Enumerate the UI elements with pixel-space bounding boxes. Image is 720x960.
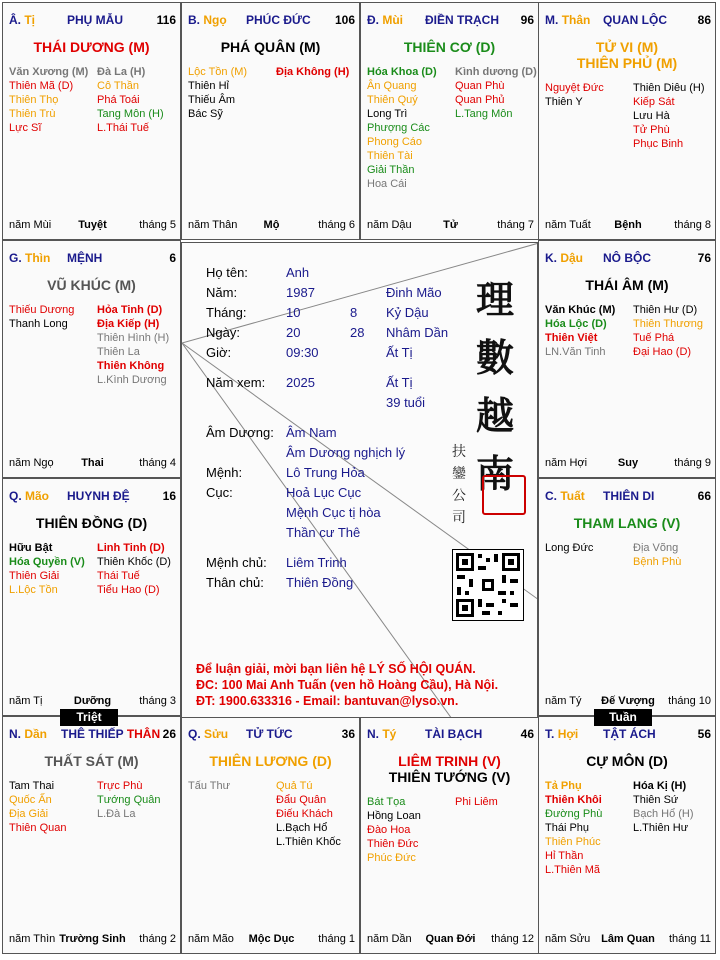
palace-name: ĐIỀN TRẠCH [425, 13, 499, 27]
minor-star: Thiên Diêu (H) [633, 82, 705, 94]
palace-position: B. Ngọ [188, 13, 227, 27]
month-label: tháng 2 [139, 933, 176, 945]
month-label: tháng 9 [674, 457, 711, 469]
minor-star: Ân Quang [367, 80, 417, 92]
palace-header [545, 727, 711, 741]
minor-star: Đà La (H) [97, 66, 146, 78]
palace-header [367, 727, 534, 741]
main-star: THẤT SÁT (M) [44, 753, 139, 769]
palace-position: K. Dậu [545, 251, 584, 265]
minor-star: Lưu Hà [633, 110, 670, 122]
palace-footer [545, 695, 711, 709]
side-char: 鑾 [452, 466, 466, 482]
menh-chu-value: Liêm Trinh [286, 555, 347, 570]
palace-number: 36 [341, 727, 355, 741]
minor-star: L.Thái Tuế [97, 122, 149, 134]
horoscope-grid [2, 2, 717, 956]
minor-star: Địa Võng [633, 542, 679, 554]
view-year-value: 2025 [286, 375, 315, 390]
year-label: Năm: [206, 285, 238, 300]
calligraphy-logo [470, 271, 520, 503]
palace-name: TÀI BẠCH [425, 727, 483, 741]
left-stars [9, 65, 88, 135]
menh-chu-label: Mệnh chủ: [206, 555, 267, 570]
main-star: TỬ VI (M) [595, 39, 659, 55]
palace-number: 116 [156, 13, 176, 27]
month-label: tháng 6 [318, 219, 355, 231]
palace-number: 6 [169, 251, 176, 265]
minor-star: Thiên Quan [9, 822, 67, 834]
minor-star: L.Bạch Hổ [276, 822, 328, 834]
right-stars [276, 779, 341, 849]
right-stars [97, 541, 171, 597]
minor-star: Tử Phù [633, 124, 670, 136]
month-label: tháng 12 [491, 933, 534, 945]
year-label: năm Ngọ [9, 457, 54, 469]
palace-position: Q. Mão [9, 489, 50, 503]
palace-mui[interactable] [360, 2, 539, 240]
center-panel [181, 242, 538, 718]
hour-canchi: Ất Tị [386, 345, 413, 360]
minor-star: Hoa Cái [367, 178, 407, 190]
life-stage: Quan Đới [425, 933, 476, 945]
minor-star: Quan Phù [455, 80, 505, 92]
minor-star: Thiên Giải [9, 570, 60, 582]
contact-line-1: Để luận giải, mời bạn liên hệ LÝ SỐ HỘI QUÁN. [196, 662, 476, 676]
month-label: tháng 1 [318, 933, 355, 945]
main-star: LIÊM TRINH (V) [398, 753, 501, 769]
palace-header [545, 251, 711, 265]
palace-ty[interactable] [2, 2, 181, 240]
calligraphy-char: 南 [475, 451, 514, 496]
minor-star: Phá Toái [97, 94, 140, 106]
left-stars [188, 65, 247, 121]
palace-number: 76 [697, 251, 711, 265]
minor-star: Hỉ Thần [545, 850, 584, 862]
minor-star: Hóa Kị (H) [633, 780, 687, 792]
minor-star: Bát Tọa [367, 796, 406, 808]
year-label: năm Tý [545, 695, 582, 707]
life-stage: Bệnh [614, 219, 642, 231]
month-solar: 10 [286, 305, 301, 320]
palace-number: 16 [162, 489, 176, 503]
minor-star: Đào Hoa [367, 824, 411, 836]
side-characters [450, 441, 468, 529]
minor-star: Thái Phụ [545, 822, 590, 834]
right-stars [633, 779, 694, 835]
tuan-tag: Tuần [594, 709, 652, 726]
year-label: năm Tuất [545, 219, 591, 231]
palace-position: G. Thìn [9, 251, 51, 265]
minor-star: Phượng Các [367, 122, 430, 134]
calligraphy-char: 越 [475, 393, 514, 438]
life-stage: Đế Vượng [601, 695, 655, 707]
life-stage: Thai [81, 457, 104, 469]
palace-dau[interactable] [538, 240, 716, 478]
than-position: Thần cư Thê [286, 525, 361, 540]
minor-star: Quả Tú [276, 780, 313, 792]
side-char: 公 [452, 488, 466, 504]
palace-header [9, 727, 176, 741]
palace-name: THIÊN DI [603, 489, 655, 503]
year-label: năm Dần [367, 933, 412, 945]
palace-position: Q. Sửu [188, 727, 229, 741]
minor-star: Kình dương (D) [455, 66, 537, 78]
minor-star: Thiên Mã (D) [9, 80, 74, 92]
minor-star: Hóa Khoa (D) [367, 66, 437, 78]
minor-star: Tả Phụ [545, 780, 582, 792]
minor-star: LN.Văn Tinh [545, 346, 606, 358]
left-stars [188, 779, 230, 793]
palace-header [367, 13, 534, 27]
day-label: Ngày: [206, 325, 240, 340]
red-seal-icon [482, 475, 526, 515]
palace-name: TỬ TỨC [246, 727, 293, 741]
main-star: THÁI ÂM (M) [585, 277, 669, 293]
left-stars [545, 303, 615, 359]
minor-star: Thiên Hình (H) [97, 332, 170, 344]
main-star: THIÊN CƠ (D) [403, 39, 496, 55]
view-year-canchi: Ất Tị [386, 375, 413, 390]
left-stars [9, 779, 66, 835]
life-stage: Lâm Quan [601, 933, 655, 945]
minor-star: Thiên Khốc (D) [97, 556, 171, 568]
palace-position: M. Thân [545, 13, 591, 27]
name-label: Họ tên: [206, 265, 248, 280]
palace-footer [188, 219, 355, 233]
minor-star: L.Kình Dương [97, 374, 167, 386]
palace-name: TẬT ÁCH [603, 727, 656, 741]
minor-star: Thiên Y [545, 96, 583, 108]
palace-footer [367, 933, 534, 947]
palace-footer [545, 933, 711, 947]
minor-star: L.Thiên Mã [545, 864, 601, 876]
left-stars [545, 779, 602, 877]
main-star: PHÁ QUÂN (M) [220, 39, 321, 55]
age-value: 39 tuổi [386, 395, 426, 410]
minor-star: Thiếu Âm [188, 94, 236, 106]
year-label: năm Thìn [9, 933, 56, 945]
left-stars [545, 81, 604, 109]
life-stage: Mộ [263, 219, 280, 231]
palace-header [188, 727, 355, 741]
minor-star: Thiên Sứ [633, 794, 679, 806]
minor-star: Thiên La [97, 346, 140, 358]
triet-tag: Triệt [60, 709, 118, 726]
minor-star: Địa Giải [9, 808, 49, 820]
right-stars [633, 541, 681, 569]
life-stage: Tuyệt [78, 219, 107, 231]
palace-header [9, 251, 176, 265]
palace-header [545, 489, 711, 503]
life-stage: Suy [617, 457, 639, 469]
amduong-value: Âm Nam [286, 425, 337, 440]
day-lunar: 28 [350, 325, 365, 340]
main-star: THIÊN TƯỚNG (V) [388, 769, 511, 785]
calligraphy-char: 數 [475, 335, 514, 380]
palace-than[interactable] [538, 2, 716, 240]
palace-number: 86 [697, 13, 711, 27]
palace-name: THÊ THIẾP THÂN [61, 727, 161, 741]
palace-tuat[interactable] [538, 478, 716, 716]
palace-footer [367, 219, 534, 233]
minor-star: Bệnh Phù [633, 556, 682, 568]
palace-position: N. Tý [367, 727, 397, 741]
palace-header [9, 489, 176, 503]
month-label: Tháng: [206, 305, 247, 320]
palace-footer [9, 219, 176, 233]
main-star: THAM LANG (V) [573, 515, 681, 531]
minor-star: Điếu Khách [276, 808, 333, 820]
left-stars [9, 541, 85, 597]
palace-number: 96 [520, 13, 534, 27]
main-star: THÁI DƯƠNG (M) [33, 39, 150, 55]
hour-label: Giờ: [206, 345, 232, 360]
palace-footer [9, 933, 176, 947]
palace-name: PHÚC ĐỨC [246, 13, 311, 27]
right-stars [633, 303, 703, 359]
minor-star: Thiên Khôi [545, 794, 602, 806]
minor-star: Tiểu Hao (D) [97, 584, 160, 596]
palace-position: N. Dần [9, 727, 48, 741]
palace-name: PHỤ MẪU [67, 13, 123, 27]
minor-star: Hóa Lộc (D) [545, 318, 607, 330]
palace-header [545, 13, 711, 27]
minor-star: Đường Phù [545, 808, 603, 820]
minor-star: Linh Tinh (D) [97, 542, 165, 554]
minor-star: Địa Kiếp (H) [97, 318, 160, 330]
minor-star: L.Thiên Hư [633, 822, 689, 834]
life-stage: Dưỡng [73, 695, 112, 707]
minor-star: L.Lộc Tồn [9, 584, 58, 596]
right-stars [455, 795, 498, 809]
palace-footer [9, 457, 176, 471]
minor-star: Tướng Quân [97, 794, 161, 806]
menh-value: Lô Trung Hỏa [286, 465, 365, 480]
minor-star: Văn Xương (M) [9, 66, 89, 78]
palace-hoi[interactable] [538, 716, 716, 954]
minor-star: Thiên Tài [367, 150, 413, 162]
amduong-label: Âm Dương: [206, 425, 274, 440]
than-chu-label: Thân chủ: [206, 575, 264, 590]
left-stars [367, 795, 421, 865]
minor-star: Thiên Không [97, 360, 165, 372]
month-label: tháng 10 [668, 695, 711, 707]
than-chu-value: Thiên Đồng [286, 575, 354, 590]
minor-star: Tam Thai [9, 780, 55, 792]
left-stars [9, 303, 74, 331]
right-stars [633, 81, 705, 151]
minor-star: Phục Binh [633, 138, 684, 150]
palace-name: HUYNH ĐỆ [67, 489, 130, 503]
minor-star: L.Thiên Khốc [276, 836, 341, 848]
right-stars [276, 65, 349, 79]
palace-mao[interactable] [2, 478, 181, 716]
minor-star: Thái Tuế [97, 570, 140, 582]
minor-star: Hóa Quyền (V) [9, 556, 85, 568]
palace-suu[interactable] [181, 716, 360, 954]
minor-star: Thiên Quý [367, 94, 418, 106]
main-star: THIÊN ĐỒNG (D) [35, 515, 148, 531]
palace-footer [9, 695, 176, 709]
calligraphy-char: 理 [475, 277, 514, 322]
year-label: năm Mùi [9, 219, 52, 231]
minor-star: Thiên Việt [545, 332, 598, 344]
palace-number: 46 [520, 727, 534, 741]
minor-star: Trực Phù [97, 780, 143, 792]
palace-position: Â. Tị [9, 13, 36, 27]
year-label: năm Mão [188, 933, 234, 945]
year-label: năm Dậu [367, 219, 412, 231]
main-star: THIÊN PHỦ (M) [576, 55, 678, 71]
minor-star: Bạch Hổ (H) [633, 808, 694, 820]
right-stars [455, 65, 537, 121]
life-stage: Trường Sinh [59, 933, 126, 945]
palace-footer [188, 933, 355, 947]
menh-label: Mệnh: [206, 465, 243, 480]
minor-star: Quan Phủ [455, 94, 505, 106]
month-label: tháng 5 [139, 219, 176, 231]
minor-star: Giải Thần [367, 164, 415, 176]
minor-star: Thiếu Dương [9, 304, 75, 316]
palace-position: Đ. Mùi [367, 13, 404, 27]
minor-star: Phi Liêm [455, 796, 498, 808]
palace-number: 56 [697, 727, 711, 741]
side-char: 扶 [452, 444, 466, 460]
palace-name: MỆNH [67, 251, 103, 265]
minor-star: Đẩu Quân [276, 794, 327, 806]
palace-position: T. Hợi [545, 727, 579, 741]
palace-position: C. Tuất [545, 489, 585, 503]
minor-star: Thiên Hỉ [188, 80, 229, 92]
year-canchi: Đinh Mão [386, 285, 442, 300]
palace-name: QUAN LỘC [603, 13, 667, 27]
palace-ti[interactable] [360, 716, 539, 954]
minor-star: Tuế Phá [633, 332, 675, 344]
minor-star: Thiên Trù [9, 108, 56, 120]
month-canchi: Kỷ Dậu [386, 305, 429, 320]
minor-star: Tang Môn (H) [97, 108, 164, 120]
minor-star: Bác Sỹ [188, 108, 223, 120]
left-stars [545, 541, 593, 555]
life-stage: Mộc Dục [248, 933, 295, 945]
minor-star: Kiếp Sát [633, 96, 675, 108]
right-stars [97, 65, 164, 135]
minor-star: Lực Sĩ [9, 122, 42, 134]
minor-star: Thiên Phúc [545, 836, 601, 848]
palace-thin[interactable] [2, 240, 181, 478]
minor-star: Phúc Đức [367, 852, 416, 864]
minor-star: Tấu Thư [188, 780, 231, 792]
minor-star: Thiên Thương [633, 318, 704, 330]
view-year-label: Năm xem: [206, 375, 266, 390]
minor-star: Nguyệt Đức [545, 82, 604, 94]
day-canchi: Nhâm Dần [386, 325, 449, 340]
contact-address: ĐC: 100 Mai Anh Tuấn (ven hồ Hoàng Cầu), Hà Nội. [196, 678, 499, 692]
minor-star: Long Đức [545, 542, 594, 554]
minor-star: Văn Khúc (M) [545, 304, 616, 316]
palace-number: 106 [334, 13, 355, 27]
minor-star: Địa Không (H) [276, 66, 350, 78]
amduong-note: Âm Dương nghịch lý [286, 445, 406, 460]
minor-star: Thiên Hư (D) [633, 304, 698, 316]
palace-number: 66 [697, 489, 711, 503]
year-label: năm Hợi [545, 457, 588, 469]
hour-value: 09:30 [286, 345, 319, 360]
year-label: năm Sửu [545, 933, 591, 945]
right-stars [97, 303, 169, 387]
minor-star: Thiên Đức [367, 838, 419, 850]
left-stars [367, 65, 437, 191]
side-char: 司 [452, 510, 466, 526]
year-label: năm Thân [188, 219, 238, 231]
main-star: THIÊN LƯƠNG (D) [209, 753, 332, 769]
main-star: CỰ MÔN (D) [586, 753, 668, 769]
palace-number: 26 [162, 727, 176, 741]
qr-code-icon[interactable] [452, 549, 524, 621]
minor-star: Hồng Loan [367, 810, 421, 822]
right-stars [97, 779, 161, 821]
name-value: Anh [286, 265, 310, 280]
month-label: tháng 7 [497, 219, 534, 231]
contact-phone-email[interactable]: ĐT: 1900.633316 - Email: bantuvan@lyso.vn. [196, 694, 459, 708]
palace-header [9, 13, 176, 27]
day-solar: 20 [286, 325, 301, 340]
palace-dan[interactable] [2, 716, 181, 954]
year-label: năm Tị [9, 695, 43, 707]
palace-ngo[interactable] [181, 2, 360, 240]
year-value: 1987 [286, 285, 315, 300]
minor-star: Thanh Long [9, 318, 68, 330]
minor-star: Hữu Bật [9, 542, 53, 554]
cuc-value: Hoả Lục Cục [286, 485, 362, 500]
month-lunar: 8 [350, 305, 358, 320]
palace-footer [545, 219, 711, 233]
palace-name: NÔ BỘC [603, 251, 651, 265]
minor-star: Lộc Tồn (M) [188, 66, 248, 78]
palace-header [188, 13, 355, 27]
minor-star: Thiên Thọ [9, 94, 59, 106]
minor-star: Hỏa Tinh (D) [97, 304, 163, 316]
qr-pattern [453, 550, 523, 620]
minor-star: Long Trì [367, 108, 408, 120]
cuc-relation: Mệnh Cục tị hòa [286, 505, 381, 520]
life-stage: Tử [443, 219, 458, 231]
minor-star: Đại Hao (D) [633, 346, 692, 358]
main-star: VŨ KHÚC (M) [47, 277, 136, 293]
month-label: tháng 8 [674, 219, 711, 231]
month-label: tháng 11 [668, 933, 711, 945]
minor-star: Phong Cáo [367, 136, 423, 148]
month-label: tháng 4 [139, 457, 176, 469]
minor-star: L.Tang Môn [455, 108, 513, 120]
minor-star: Quốc Ấn [9, 794, 52, 806]
minor-star: L.Đà La [97, 808, 136, 820]
minor-star: Cô Thần [97, 80, 139, 92]
month-label: tháng 3 [139, 695, 176, 707]
cuc-label: Cục: [206, 485, 233, 500]
palace-footer [545, 457, 711, 471]
